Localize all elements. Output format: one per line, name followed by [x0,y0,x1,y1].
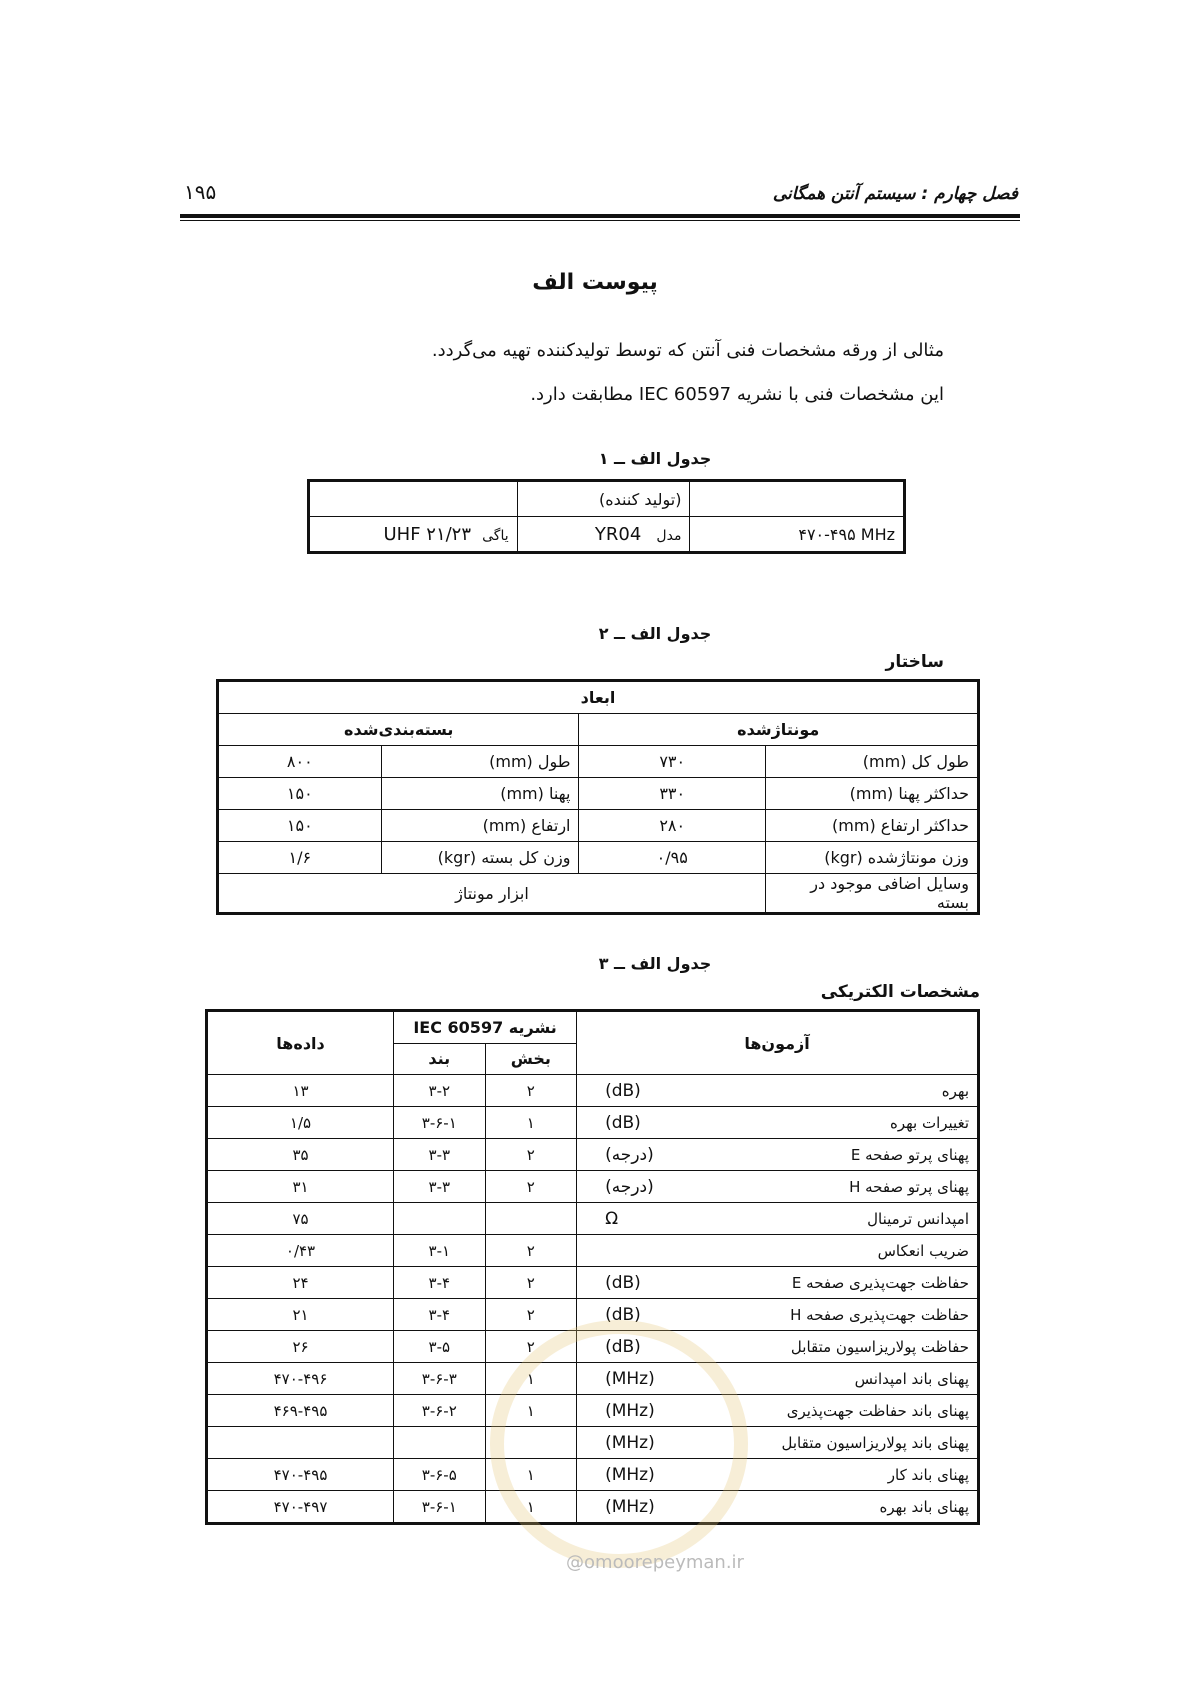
table3-part-cell: ۲ [485,1139,577,1171]
test-unit: (MHz) [605,1433,655,1453]
test-cell [577,1075,979,1107]
table1-cell [309,481,518,517]
test-unit: (MHz) [605,1497,655,1517]
test-name: پهنای پرتو صفحه H [849,1177,969,1196]
table1-model [517,517,690,553]
test-unit: (درجه) [605,1145,654,1165]
table3-part-cell: ۱ [485,1459,577,1491]
table3-clause-cell [394,1427,486,1459]
packed-label: پهنا (mm) [381,778,579,810]
table3-clause-cell: ۳-۶-۵ [394,1459,486,1491]
test-name: بهره [941,1081,969,1100]
assembled-value: ۷۳۰ [579,746,765,778]
table1 [307,479,906,554]
test-name: حفاظت جهت‌پذیری صفحه H [790,1305,969,1324]
table-row [309,517,905,553]
table3-data-cell [207,1427,394,1459]
table-row [207,1011,979,1044]
table3-section-label: مشخصات الکتریکی [820,982,980,1002]
test-unit: (dB) [605,1337,641,1357]
test-unit: Ω [605,1209,619,1229]
table2-group-assembled: مونتاژشده [579,714,979,746]
table3-data-cell: ۲۶ [207,1331,394,1363]
table3-data-cell: ۲۱ [207,1299,394,1331]
test-name: امپدانس ترمینال [867,1209,969,1228]
assembled-label: حداکثر پهنا (mm) [765,778,978,810]
model-value: YR04 [594,523,642,545]
test-unit: (dB) [605,1081,641,1101]
assembled-value: ۲۸۰ [579,810,765,842]
table3-data-cell: ۴۷۰-۴۹۶ [207,1363,394,1395]
packed-label: طول (mm) [381,746,579,778]
col-clause: بند [394,1043,486,1075]
table3-clause-cell: ۳-۱ [394,1235,486,1267]
test-unit: (dB) [605,1113,641,1133]
table3-data-cell: ۴۷۰-۴۹۵ [207,1459,394,1491]
test-name: ضریب انعکاس [877,1241,969,1260]
table2-group-packed: بسته‌بندی‌شده [218,714,579,746]
table-row [218,714,979,746]
table3-part-cell: ۲ [485,1267,577,1299]
model-label: مدل [656,527,682,544]
table3-part-cell: ۲ [485,1299,577,1331]
chapter-title: فصل چهارم : سیستم آنتن همگانی [772,184,1018,204]
table1-cell [690,481,905,517]
assembled-value: ۰/۹۵ [579,842,765,874]
test-unit: (dB) [605,1273,641,1293]
test-unit: (درجه) [605,1177,654,1197]
packed-label: وزن کل بسته (kgr) [381,842,579,874]
packed-value: ۸۰۰ [218,746,382,778]
watermark-text: @omoorepeyman.ir [566,1552,744,1573]
table2-section-label: ساختار [885,652,944,672]
table-row [218,810,979,842]
test-name: پهنای باند پولاریزاسیون متقابل [781,1433,969,1452]
table-row [218,874,979,914]
appendix-title: پیوست الف [532,270,658,295]
test-unit: (MHz) [605,1465,655,1485]
table3-data-cell: ۱۳ [207,1075,394,1107]
intro-line-2: این مشخصات فنی با نشریه IEC 60597 مطابقت دارد. [530,384,944,405]
test-unit: (dB) [605,1305,641,1325]
intro-line-1: مثالی از ورقه مشخصات فنی آنتن که توسط تولیدکننده تهیه می‌گردد. [431,340,944,361]
table3-data-cell: ۲۴ [207,1267,394,1299]
table3-data-cell: ۷۵ [207,1203,394,1235]
test-name: حفاظت پولاریزاسیون متقابل [790,1337,969,1356]
table1-caption: جدول الف ــ ۱ [598,449,712,468]
packed-value: ۱۵۰ [218,778,382,810]
watermark-seal [490,1320,748,1568]
table3-part-cell: ۱ [485,1491,577,1524]
table3-part-cell: ۲ [485,1235,577,1267]
table-row [207,1235,979,1267]
table3-clause-cell: ۳-۵ [394,1331,486,1363]
page-number: ۱۹۵ [184,180,217,204]
table3-clause-cell: ۳-۶-۱ [394,1107,486,1139]
packed-value: ۱۵۰ [218,810,382,842]
type-value: UHF ۲۱/۲۳ [383,523,472,545]
table3-clause-cell: ۳-۶-۳ [394,1363,486,1395]
col-publication: نشریه IEC 60597 [394,1011,577,1044]
table2 [216,679,980,915]
table2-caption: جدول الف ــ ۲ [598,624,712,643]
assembled-label: طول کل (mm) [765,746,978,778]
table-row [207,1267,979,1299]
table-row [207,1107,979,1139]
extra-value: ابزار مونتاژ [218,874,766,914]
table3-clause-cell: ۳-۶-۱ [394,1491,486,1524]
table1-type [309,517,518,553]
assembled-value: ۳۳۰ [579,778,765,810]
test-unit: (MHz) [605,1401,655,1421]
test-name: پهنای پرتو صفحه E [850,1145,969,1164]
table-row [207,1203,979,1235]
col-part: بخش [485,1043,577,1075]
table3-data-cell: ۴۶۹-۴۹۵ [207,1395,394,1427]
test-cell [577,1171,979,1203]
table-row [207,1171,979,1203]
table-row [218,778,979,810]
col-data: داده‌ها [207,1011,394,1075]
assembled-label: وزن مونتاژشده (kgr) [765,842,978,874]
table3-clause-cell: ۳-۲ [394,1075,486,1107]
type-label: یاگی [482,527,509,544]
table3-part-cell: ۱ [485,1395,577,1427]
table-row [218,681,979,714]
test-name: تغییرات بهره [889,1113,969,1132]
test-name: پهنای باند امپدانس [854,1369,969,1388]
table3-part-cell: ۱ [485,1107,577,1139]
table3-part-cell [485,1203,577,1235]
packed-label: ارتفاع (mm) [381,810,579,842]
col-tests: آزمون‌ها [577,1011,979,1075]
table2-header-dimensions: ابعاد [218,681,979,714]
extra-label: وسایل اضافی موجود در بسته [765,874,978,914]
table3-part-cell: ۲ [485,1331,577,1363]
table3-data-cell: ۳۵ [207,1139,394,1171]
table-row [207,1139,979,1171]
table3-clause-cell [394,1203,486,1235]
table3-part-cell: ۲ [485,1171,577,1203]
test-cell [577,1203,979,1235]
header-rule-thick [180,214,1020,218]
test-cell [577,1267,979,1299]
packed-value: ۱/۶ [218,842,382,874]
table3-clause-cell: ۳-۴ [394,1267,486,1299]
test-name: پهنای باند کار [887,1465,969,1484]
test-cell [577,1139,979,1171]
table-row [218,746,979,778]
header-rule-thin [180,220,1020,221]
table3-data-cell: ۱/۵ [207,1107,394,1139]
table3-data-cell: ۳۱ [207,1171,394,1203]
table3-clause-cell: ۳-۴ [394,1299,486,1331]
table-row [207,1075,979,1107]
test-name: پهنای باند حفاظت جهت‌پذیری [786,1401,969,1420]
table3-part-cell: ۱ [485,1363,577,1395]
table3-clause-cell: ۳-۳ [394,1139,486,1171]
test-name: پهنای باند بهره [879,1497,969,1516]
table3-data-cell: ۴۷۰-۴۹۷ [207,1491,394,1524]
table-row [309,481,905,517]
table3-part-cell: ۲ [485,1075,577,1107]
test-unit: (MHz) [605,1369,655,1389]
table3-caption: جدول الف ــ ۳ [598,954,712,973]
table1-frequency [690,517,905,553]
table-row [218,842,979,874]
table3-clause-cell: ۳-۶-۲ [394,1395,486,1427]
table3-clause-cell: ۳-۳ [394,1171,486,1203]
frequency-value: ۴۷۰-۴۹۵ MHz [798,524,895,544]
table3-data-cell: ۰/۴۳ [207,1235,394,1267]
test-cell [577,1235,979,1267]
table1-manufacturer-note: (تولید کننده) [517,481,690,517]
test-cell [577,1107,979,1139]
assembled-label: حداکثر ارتفاع (mm) [765,810,978,842]
test-name: حفاظت جهت‌پذیری صفحه E [791,1273,969,1292]
